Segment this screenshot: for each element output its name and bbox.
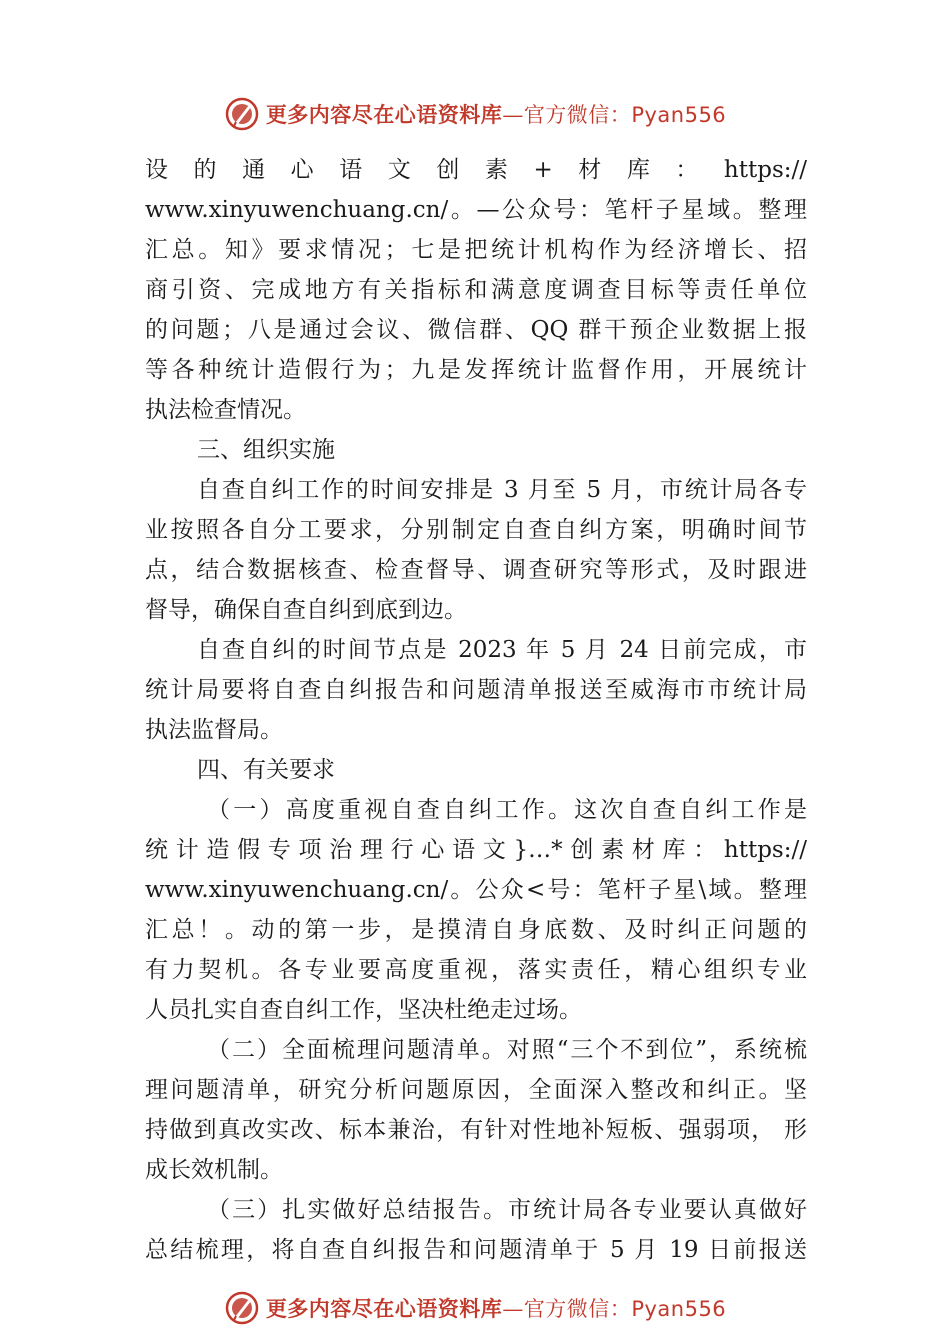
text-line: 执法监督局。 — [145, 717, 283, 743]
banner-wechat-label: 官方微信： — [523, 103, 632, 127]
header-banner — [0, 92, 950, 136]
text-line: 总结梳理，将自查自纠报告和问题清单于 5 月 19 日前报送 — [145, 1237, 807, 1263]
banner-text — [266, 99, 726, 129]
text-line: 人员扎实自查自纠工作，坚决杜绝走过场。 — [145, 997, 582, 1023]
banner-wechat-id: Pyan556 — [631, 1297, 727, 1321]
document-body — [145, 150, 807, 1270]
banner-site-name: 更多内容尽在心语资料库 — [265, 1296, 503, 1321]
text-line: 汇总！。动的第一步，是摸清自身底数、及时纠正问题的 — [145, 917, 807, 943]
text-line: 统计局要将自查自纠报告和问题清单报送至威海市市统计局 — [145, 677, 807, 703]
text-line: 统计造假专项治理行心语文}…*创素材库：https:// — [145, 837, 807, 863]
text-line: 督导，确保自查自纠到底到边。 — [145, 597, 467, 623]
text-line: 的问题；八是通过会议、微信群、QQ 群干预企业数据上报 — [145, 317, 807, 343]
text-line: （三）扎实做好总结报告。市统计局各专业要认真做好 — [207, 1197, 807, 1223]
text-line: 业按照各自分工要求，分别制定自查自纠方案，明确时间节 — [145, 517, 807, 543]
text-line: 成长效机制。 — [145, 1157, 283, 1183]
text-line: 汇总。知》要求情况；七是把统计机构作为经济增长、招 — [145, 237, 807, 263]
banner-wechat-label: 官方微信： — [523, 1297, 632, 1321]
text-line: 等各种统计造假行为；九是发挥统计监督作用，开展统计 — [145, 357, 807, 383]
banner-site-name: 更多内容尽在心语资料库 — [265, 102, 503, 127]
quill-pen-seal-icon — [224, 1290, 260, 1326]
section-heading: 四、有关要求 — [197, 757, 335, 783]
text-line: www.xinyuwenchuang.cn/。—公众号：笔杆子星域。整理 — [145, 197, 807, 223]
text-line: 理问题清单，研究分析问题原因，全面深入整改和纠正。坚 — [145, 1077, 807, 1103]
text-line: 点，结合数据核查、检查督导、调查研究等形式，及时跟进 — [145, 557, 807, 583]
text-line: （二）全面梳理问题清单。对照“三个不到位”，系统梳 — [207, 1037, 807, 1063]
text-line: 自查自纠的时间节点是 2023 年 5 月 24 日前完成，市 — [197, 637, 807, 663]
text-line: www.xinyuwenchuang.cn/。公众<号：笔杆子星\域。整理 — [145, 877, 807, 903]
section-heading: 三、组织实施 — [197, 437, 335, 463]
quill-pen-seal-icon — [224, 96, 260, 132]
text-line: （一）高度重视自查自纠工作。这次自查自纠工作是 — [207, 797, 807, 823]
text-line: 执法检查情况。 — [145, 397, 306, 423]
banner-text — [266, 1293, 726, 1323]
banner-separator: — — [502, 103, 524, 127]
text-line: 商引资、完成地方有关指标和满意度调查目标等责任单位 — [145, 277, 807, 303]
text-line: 设的通心语文创素+材库：https:// — [145, 157, 807, 183]
text-line: 有力契机。各专业要高度重视，落实责任，精心组织专业 — [145, 957, 807, 983]
text-line: 持做到真改实改、标本兼治，有针对性地补短板、强弱项， 形 — [145, 1117, 807, 1143]
text-line: 自查自纠工作的时间安排是 3 月至 5 月，市统计局各专 — [197, 477, 807, 503]
banner-wechat-id: Pyan556 — [631, 103, 727, 127]
banner-separator: — — [502, 1297, 524, 1321]
footer-banner — [0, 1286, 950, 1330]
